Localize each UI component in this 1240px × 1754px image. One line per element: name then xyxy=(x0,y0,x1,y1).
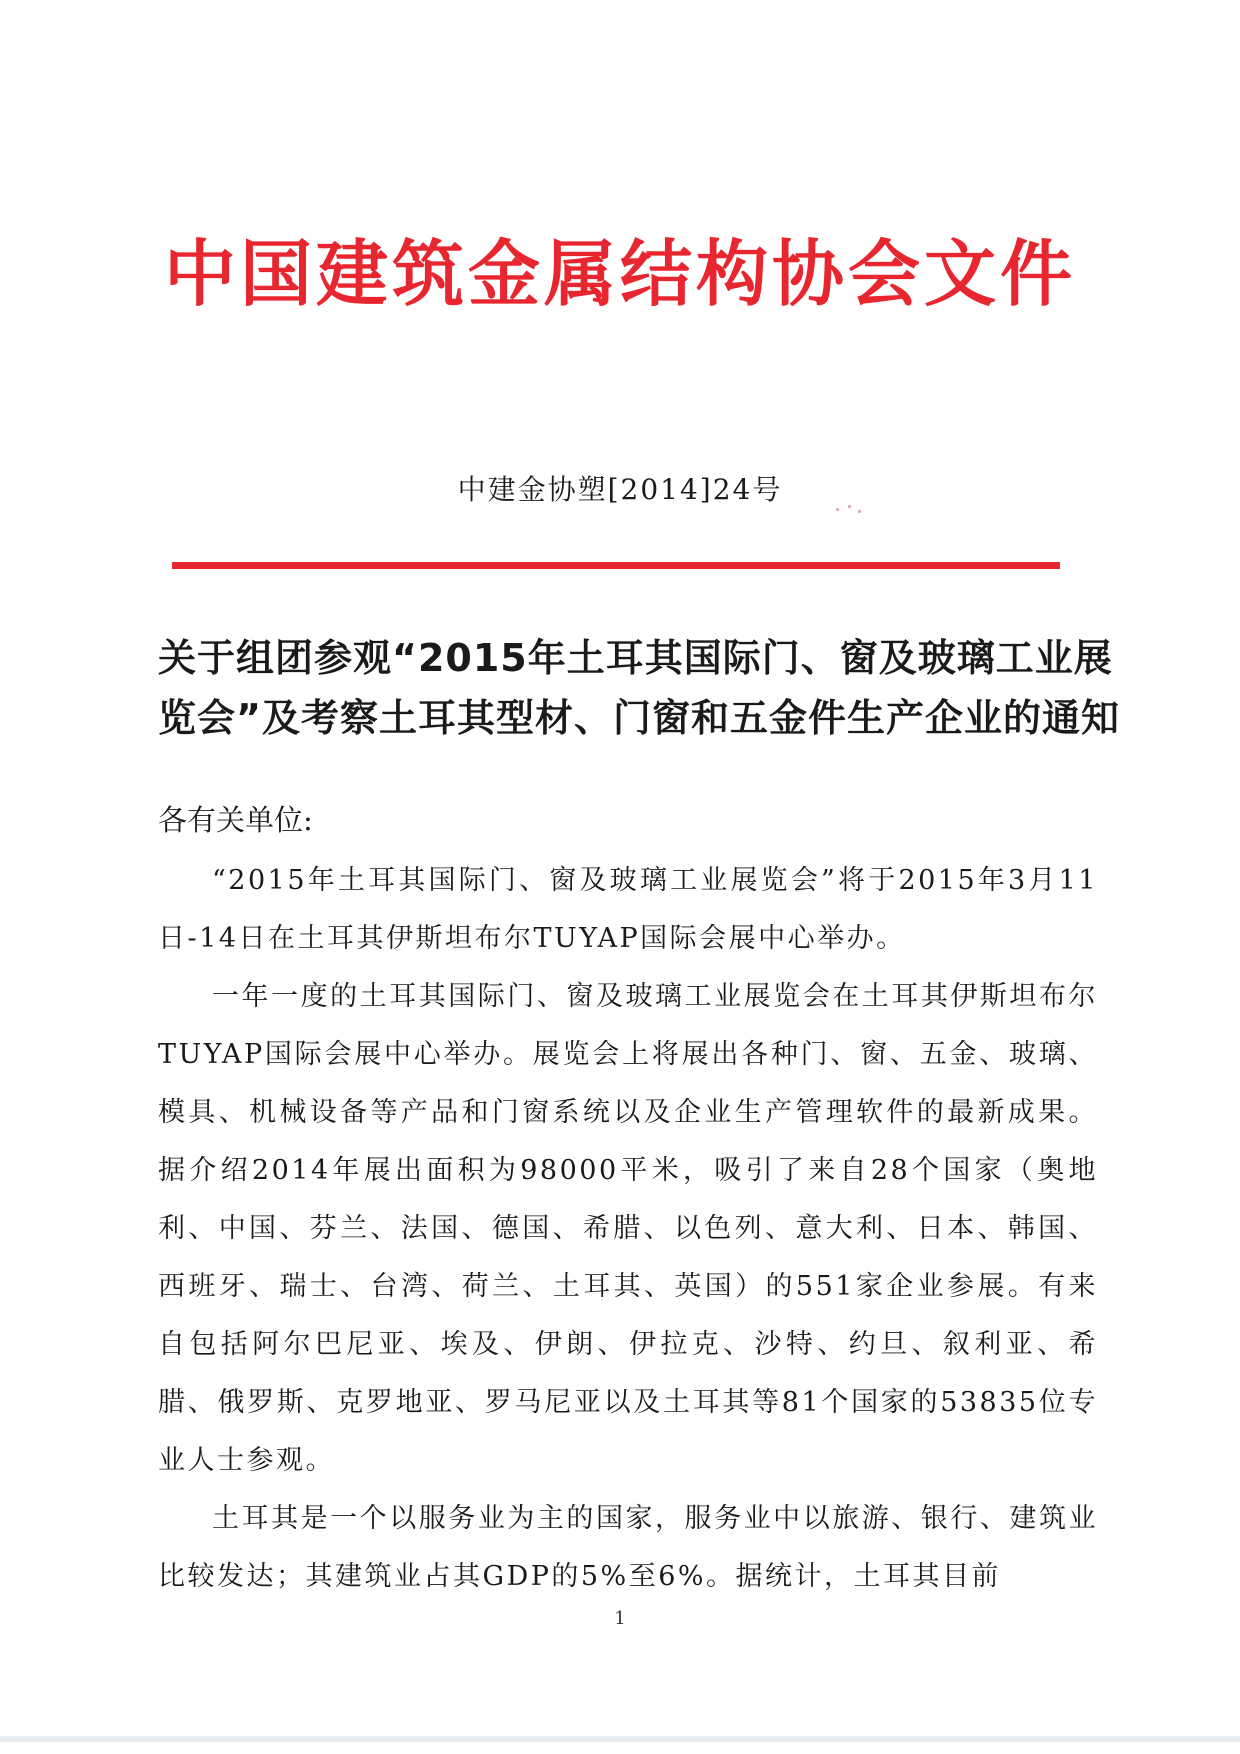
salutation: 各有关单位: xyxy=(158,803,313,837)
organization-header: 中国建筑金属结构协会文件 xyxy=(163,231,1076,316)
scan-bottom-edge xyxy=(0,1736,1240,1742)
scan-speck xyxy=(848,505,851,508)
document-number: 中建金协塑[2014]24号 xyxy=(457,473,783,506)
red-divider-rule xyxy=(172,562,1060,569)
page-number: 1 xyxy=(614,1608,626,1629)
title-line-2: 览会”及考察土耳其型材、门窗和五金件生产企业的通知 xyxy=(158,696,1120,740)
body-text xyxy=(158,852,1098,1606)
document-title xyxy=(158,628,1120,748)
title-line-1: 关于组团参观“2015年土耳其国际门、窗及玻璃工业展 xyxy=(158,636,1113,680)
paragraph-1: “2015年土耳其国际门、窗及玻璃工业展览会”将于2015年3月11日-14日在土耳其伊斯坦布尔TUYAP国际会展中心举办。 xyxy=(158,865,1098,954)
paragraph-2: 一年一度的土耳其国际门、窗及玻璃工业展览会在土耳其伊斯坦布尔TUYAP国际会展中心举办。展览会上将展出各种门、窗、五金、玻璃、模具、机械设备等产品和门窗系统以及企业生产管理软件的最新成果。据介绍2014年展出面积为98000平米，吸引了来自28个国家（奥地利、中国、芬兰、法国、德国、希腊、以色列、意大利、日本、韩国、西班牙、瑞士、台湾、荷兰、土耳其、英国）的551家企业参展。有来自包括阿尔巴尼亚、埃及、伊朗、伊拉克、沙特、约旦、叙利亚、希腊、俄罗斯、克罗地亚、罗马尼亚以及土耳其等81个国家的53835位专业人士参观。 xyxy=(158,981,1098,1476)
paragraph-3: 土耳其是一个以服务业为主的国家，服务业中以旅游、银行、建筑业比较发达；其建筑业占其GDP的5%至6%。据统计，土耳其目前 xyxy=(158,1503,1098,1592)
scan-speck xyxy=(836,508,839,511)
scan-speck xyxy=(858,510,861,513)
